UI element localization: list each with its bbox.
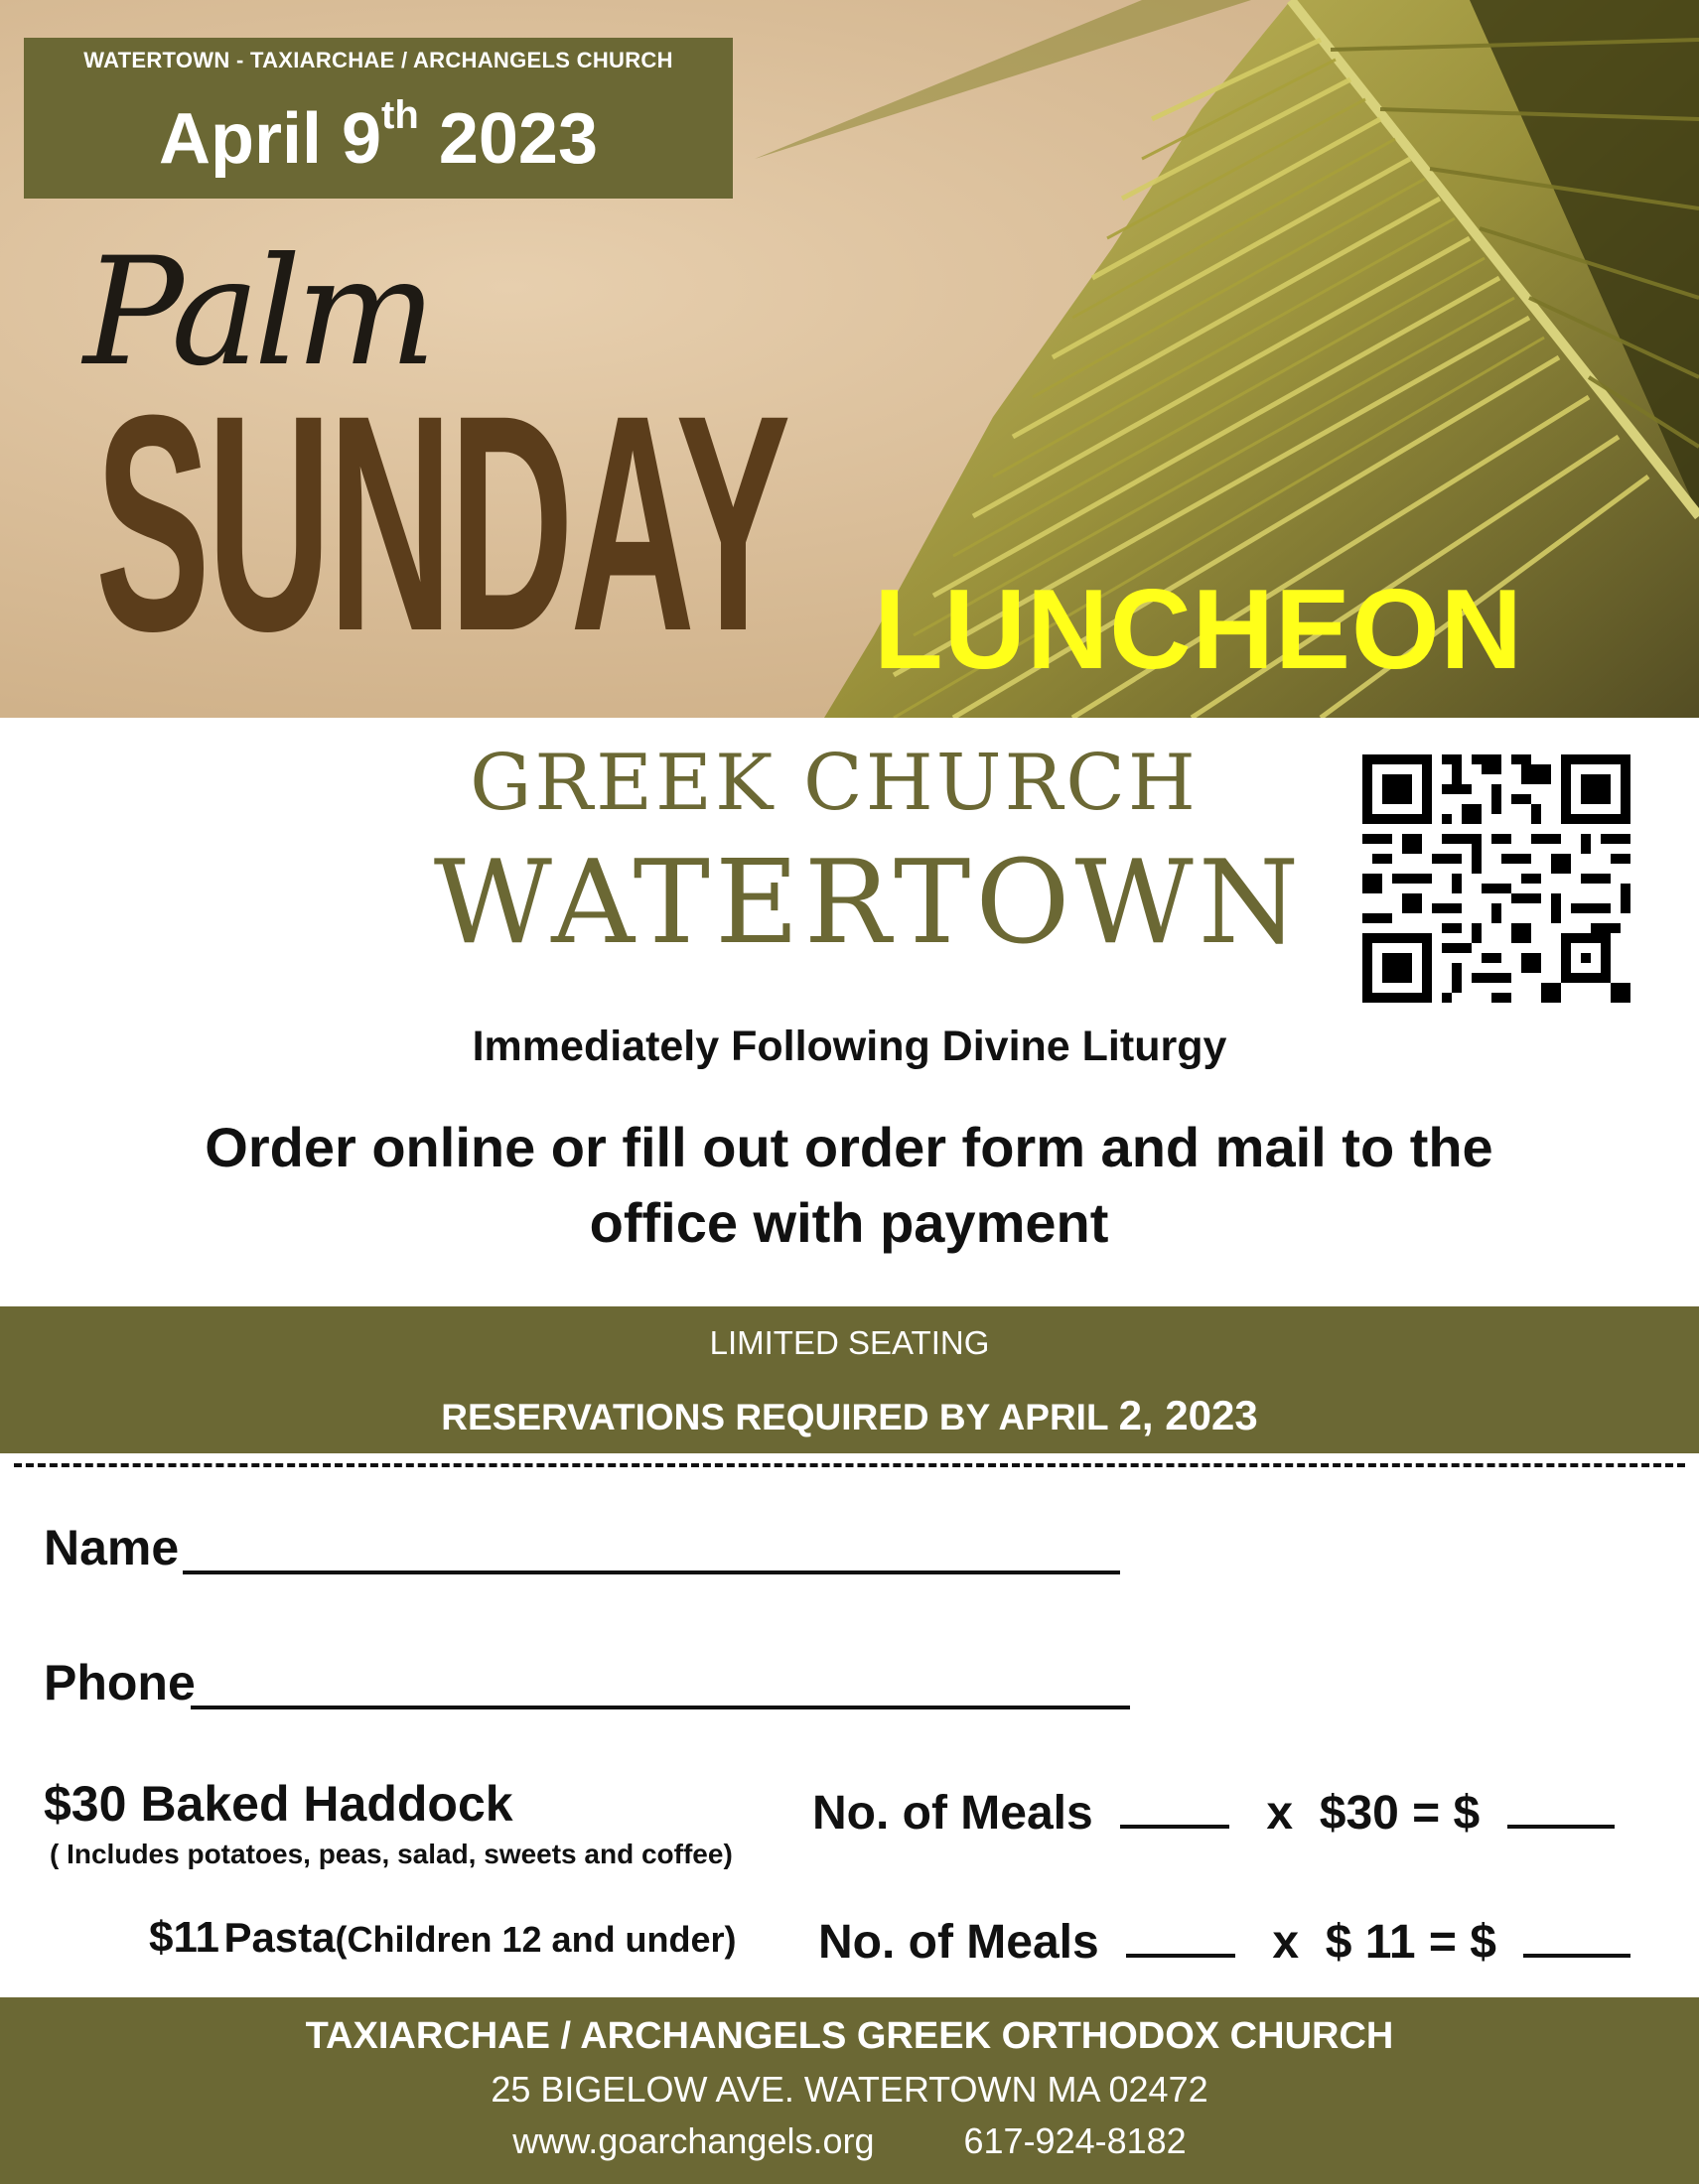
name-field[interactable] bbox=[183, 1529, 1120, 1574]
haddock-calc: x $30 = $ bbox=[1266, 1787, 1481, 1840]
footer-phone: 617-924-8182 bbox=[963, 2120, 1187, 2161]
qr-code-icon[interactable] bbox=[1362, 754, 1630, 1003]
haddock-total-field[interactable] bbox=[1507, 1785, 1615, 1829]
haddock-meals-field[interactable] bbox=[1120, 1785, 1229, 1829]
haddock-order-line bbox=[812, 1785, 1615, 1838]
palm-word: Palm bbox=[83, 226, 431, 399]
phone-field[interactable] bbox=[191, 1664, 1130, 1709]
hero-banner bbox=[0, 0, 1699, 718]
haddock-meals-label: No. of Meals bbox=[812, 1787, 1093, 1840]
pasta-price: $11 bbox=[149, 1913, 219, 1962]
event-date-year: 2023 bbox=[438, 99, 598, 179]
pasta-order-line bbox=[818, 1914, 1630, 1967]
pasta-age-note: (Children 12 and under) bbox=[335, 1919, 737, 1960]
reservation-deadline-label: RESERVATIONS REQUIRED BY APRIL bbox=[441, 1397, 1109, 1437]
order-instructions-line-1: Order online or fill out order form and mail to the bbox=[205, 1116, 1493, 1178]
event-date bbox=[24, 93, 733, 179]
event-date-box bbox=[24, 38, 733, 199]
pasta-name: Pasta bbox=[223, 1914, 336, 1961]
haddock-name: Baked Haddock bbox=[140, 1776, 513, 1832]
haddock-item bbox=[44, 1776, 513, 1832]
order-instructions-line-2: office with payment bbox=[589, 1191, 1109, 1254]
reservation-band bbox=[0, 1306, 1699, 1453]
pasta-calc: x $ 11 = $ bbox=[1272, 1916, 1496, 1969]
haddock-price: $30 bbox=[44, 1776, 127, 1832]
haddock-includes-note: ( Includes potatoes, peas, salad, sweets and coffee) bbox=[50, 1839, 733, 1869]
greek-church-heading: GREEK CHURCH bbox=[470, 739, 1199, 828]
phone-label: Phone bbox=[44, 1655, 196, 1710]
pasta-total-field[interactable] bbox=[1523, 1914, 1630, 1958]
reservation-deadline bbox=[0, 1392, 1699, 1439]
event-date-suffix: th bbox=[381, 93, 419, 137]
watertown-heading: WATERTOWN bbox=[433, 836, 1305, 970]
footer-contact bbox=[0, 2120, 1699, 2162]
name-label: Name bbox=[44, 1520, 180, 1575]
church-line: WATERTOWN - TAXIARCHAE / ARCHANGELS CHURCH bbox=[83, 48, 673, 72]
footer-church-name: TAXIARCHAE / ARCHANGELS GREEK ORTHODOX CHURCH bbox=[305, 2015, 1394, 2057]
pasta-item bbox=[149, 1913, 737, 1962]
pasta-meals-field[interactable] bbox=[1126, 1914, 1235, 1958]
luncheon-word: LUNCHEON bbox=[874, 567, 1523, 693]
limited-seating-text: LIMITED SEATING bbox=[709, 1324, 990, 1361]
order-instructions bbox=[119, 1110, 1579, 1261]
event-date-month-day: April 9 bbox=[158, 99, 382, 179]
footer bbox=[0, 1997, 1699, 2184]
reservation-deadline-date: 2, 2023 bbox=[1118, 1392, 1258, 1438]
sunday-word: SUNDAY bbox=[95, 350, 787, 695]
cut-line bbox=[14, 1463, 1685, 1467]
pasta-meals-label: No. of Meals bbox=[818, 1916, 1099, 1969]
following-liturgy-text: Immediately Following Divine Liturgy bbox=[472, 1023, 1227, 1070]
footer-address: 25 BIGELOW AVE. WATERTOWN MA 02472 bbox=[491, 2069, 1208, 2110]
footer-website-link[interactable]: www.goarchangels.org bbox=[512, 2120, 875, 2161]
